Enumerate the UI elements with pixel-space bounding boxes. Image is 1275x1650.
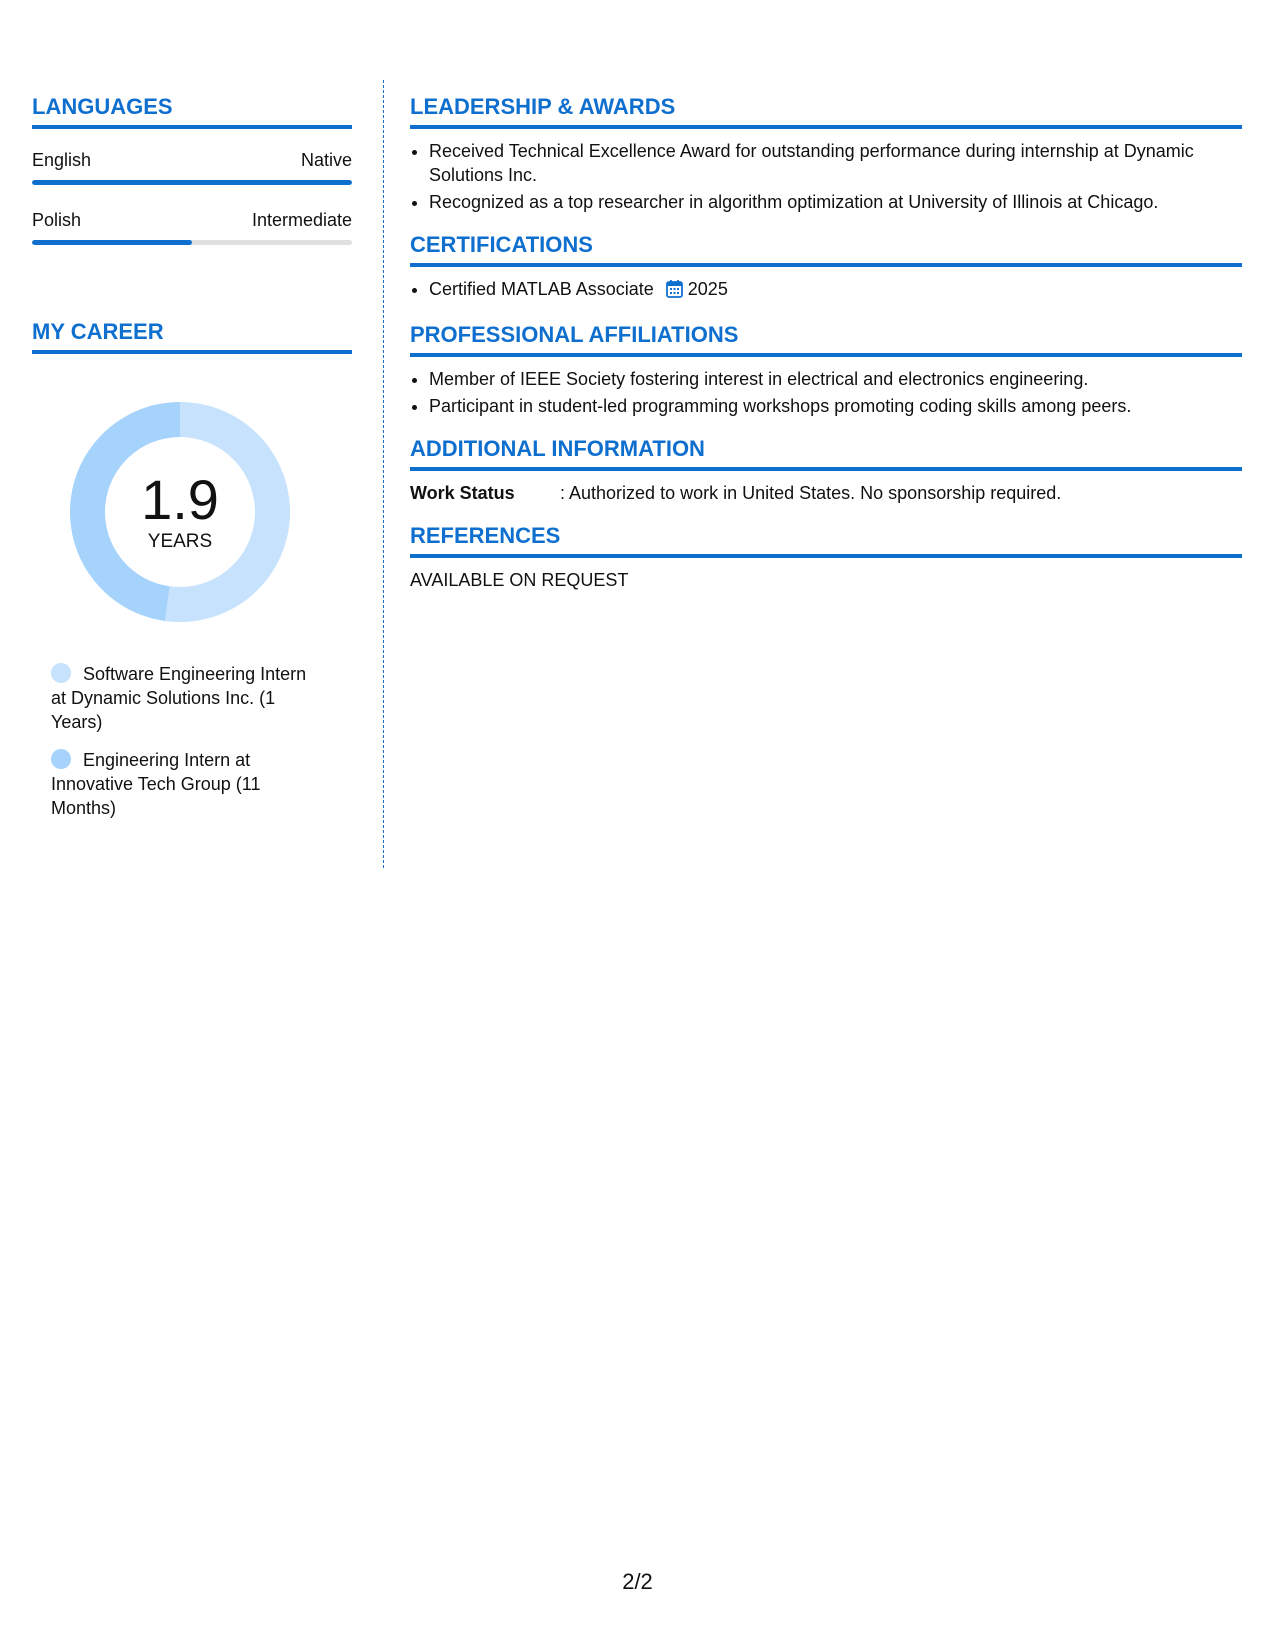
language-item bbox=[32, 149, 352, 185]
leadership-item: • Received Technical Excellence Award for outstanding performance during internship at Dynamic Solutions Inc. bbox=[429, 139, 1242, 187]
language-proficiency-bar bbox=[32, 180, 352, 185]
career-legend-label: Software Engineering Intern at Dynamic Solutions Inc. (1 Years) bbox=[51, 664, 307, 732]
career-legend bbox=[51, 662, 321, 820]
certification-name: Certified MATLAB Associate bbox=[429, 279, 654, 299]
career-legend-label: Engineering Intern at Innovative Tech Group (11 Months) bbox=[51, 750, 261, 818]
leadership-item: • Recognized as a top researcher in algorithm optimization at University of Illinois at Chicago. bbox=[429, 190, 1242, 214]
work-status-value: : Authorized to work in United States. No sponsorship required. bbox=[560, 483, 1062, 503]
certification-year: 2025 bbox=[687, 279, 728, 299]
affiliations-title: PROFESSIONAL AFFILIATIONS bbox=[410, 322, 1242, 357]
references-title: REFERENCES bbox=[410, 523, 1242, 558]
right-column bbox=[410, 94, 1242, 592]
affiliations-list bbox=[410, 367, 1242, 418]
language-row bbox=[32, 149, 352, 171]
affiliations-section bbox=[410, 322, 1242, 418]
language-item bbox=[32, 209, 352, 245]
affiliation-item: • Member of IEEE Society fostering interest in electrical and electronics engineering. bbox=[429, 367, 1242, 391]
language-name: English bbox=[32, 150, 92, 170]
additional-info-section bbox=[410, 436, 1242, 505]
additional-info-title: ADDITIONAL INFORMATION bbox=[410, 436, 1242, 471]
language-level: Intermediate bbox=[251, 210, 352, 230]
language-level: Native bbox=[300, 150, 352, 170]
language-row bbox=[32, 209, 352, 231]
leadership-title: LEADERSHIP & AWARDS bbox=[410, 94, 1242, 129]
affiliation-item: • Participant in student-led programming workshops promoting coding skills among peers. bbox=[429, 394, 1242, 418]
language-proficiency-bar bbox=[32, 240, 352, 245]
certification-item bbox=[429, 277, 1242, 304]
certifications-section bbox=[410, 232, 1242, 304]
career-total-years: 1.9 bbox=[141, 468, 219, 531]
language-proficiency-fill bbox=[32, 240, 192, 245]
references-text: AVAILABLE ON REQUEST bbox=[410, 570, 629, 590]
language-name: Polish bbox=[32, 210, 82, 230]
donut-center bbox=[66, 398, 294, 626]
career-donut-chart bbox=[66, 398, 294, 626]
language-proficiency-fill bbox=[32, 180, 352, 185]
leadership-section bbox=[410, 94, 1242, 214]
page-number: 2/2 bbox=[622, 1569, 653, 1594]
references-section bbox=[410, 523, 1242, 592]
calendar-icon bbox=[666, 279, 683, 304]
work-status-label: Work Status bbox=[410, 483, 515, 503]
legend-dot-icon bbox=[51, 663, 71, 683]
career-legend-item bbox=[51, 662, 321, 734]
certifications-title: CERTIFICATIONS bbox=[410, 232, 1242, 267]
career-legend-item bbox=[51, 748, 321, 820]
career-title: MY CAREER bbox=[32, 319, 352, 354]
languages-section bbox=[32, 94, 352, 245]
leadership-list bbox=[410, 139, 1242, 214]
career-total-unit: YEARS bbox=[147, 531, 213, 552]
career-section bbox=[32, 319, 352, 820]
left-column bbox=[32, 94, 352, 820]
legend-dot-icon bbox=[51, 749, 71, 769]
languages-title: LANGUAGES bbox=[32, 94, 352, 129]
column-divider bbox=[383, 80, 384, 868]
certifications-list bbox=[410, 277, 1242, 304]
work-status-row bbox=[410, 481, 1242, 505]
